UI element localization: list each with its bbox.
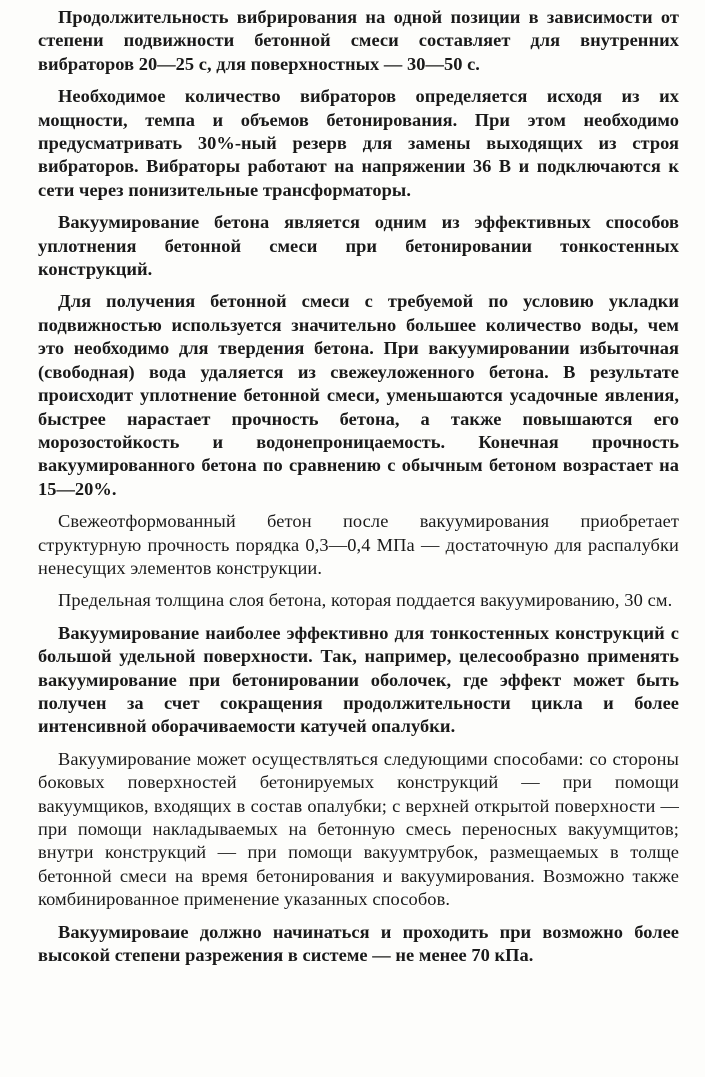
paragraph-thin-wall-structures: Вакуумирование наиболее эффективно для тонкостенных конструкций с большой удельной поверхности. Так, например, целесообразно применять вакуумирование при бетонировании оболочек, где эффект может быть получен за счет сокращения продолжительности цикла и более интенсивной оборачиваемости катучей опалубки. bbox=[38, 622, 679, 737]
paragraph-vacuuming-effect: Для получения бетонной смеси с требуемой по условию укладки подвижностью используется значительно большее количество воды, чем это необходимо для твердения бетона. При вакуумировании избыточная (свободная) вода удаляется из свежеуложенного бетона. В результате происходит уплотнение бетонной смеси, уменьшаются усадочные явления, быстрее нарастает прочность бетона, а также повышаются его морозостойкость и водонепроницаемость. Конечная прочность вакуумированного бетона по сравнению с обычным бетоном возрастает на 15—20%. bbox=[38, 291, 679, 499]
paragraph-vibration-duration: Продолжительность вибрирования на одной позиции в зависимости от степени подвижности бетонной смеси составляет для внутренних вибраторов 20—25 с, для поверхностных — 30—50 с. bbox=[38, 7, 679, 74]
paragraph-structural-strength: Свежеотформованный бетон после вакуумирования приобретает структурную прочность порядка 0,3—0,4 МПа — достаточную для распалубки ненесущих элементов конструкции. bbox=[38, 511, 679, 578]
paragraph-vacuuming-intro: Вакуумирование бетона является одним из эффективных способов уплотнения бетонной смеси при бетонировании тонкостенных конструкций. bbox=[38, 212, 679, 280]
paragraph-vibrator-count: Необходимое количество вибраторов определяется исходя из их мощности, темпа и объемов бетонирования. При этом необходимо предусматривать 30%-ный резерв для замены выходящих из строя вибраторов. Вибраторы работают на напряжении 36 В и подключаются к сети через понизительные трансформаторы. bbox=[38, 86, 679, 200]
paragraph-vacuum-pressure: Вакуумироваие должно начинаться и проходить при возможно более высокой степени разрежения в системе — не менее 70 кПа. bbox=[38, 921, 679, 966]
paragraph-layer-thickness: Предельная толщина слоя бетона, которая поддается вакуумированию, 30 см. bbox=[58, 590, 673, 611]
paragraph-vacuuming-methods: Вакуумирование может осуществляться следующими способами: со стороны боковых поверхностей бетонируемых конструкций — при помощи вакуумщиков, входящих в состав опалубки; с верхней открытой поверхности — при помощи накладываемых на бетонную смесь переносных вакуумщитов; внутри конструкций — при помощи вакуумтрубок, размещаемых в толще бетонной смеси на время бетонирования и вакуумирования. Возможно также комбинированное применение указанных способов. bbox=[38, 748, 679, 910]
